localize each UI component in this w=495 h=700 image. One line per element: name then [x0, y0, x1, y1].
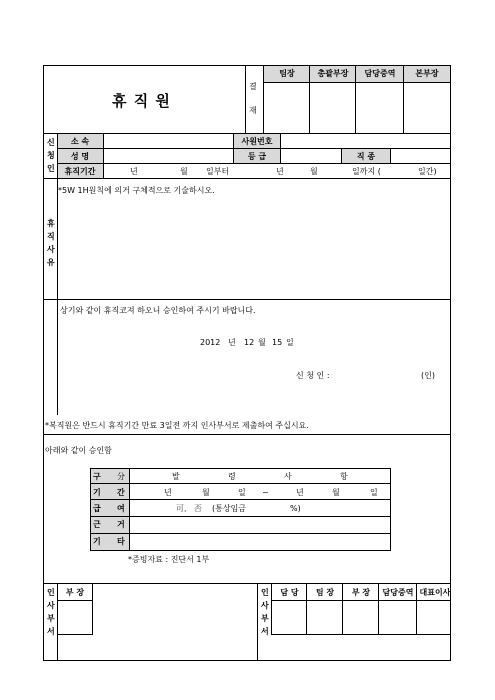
dept-label: 소 속 — [70, 137, 90, 146]
order-etc-label-1: 기 — [93, 537, 101, 546]
hr-right-sign-team-lead[interactable] — [307, 601, 343, 634]
applicant-side-label-1: 신 — [47, 138, 55, 147]
hr-left-sign[interactable] — [58, 601, 92, 634]
applicant-sign-field[interactable] — [344, 368, 416, 382]
seal-mark: (인) — [421, 371, 435, 380]
approval-sign-executive[interactable] — [356, 82, 404, 130]
request-date-year: 2012 — [200, 338, 221, 347]
position-label: 직 종 — [356, 152, 376, 161]
order-period-label-2: 간 — [117, 488, 125, 497]
hr-right-sign-ceo[interactable] — [417, 601, 453, 634]
period-month-1: 월 — [180, 167, 188, 176]
emp-no-label: 사원번호 — [241, 137, 273, 146]
name-label: 성 명 — [70, 152, 90, 161]
reason-note: *5W 1H원칙에 의거 구체적으로 기술하시오. — [58, 186, 215, 195]
applicant-side-label-2: 청 — [47, 151, 55, 160]
order-basis-field[interactable] — [130, 517, 390, 533]
return-note: *복직원은 반드시 휴직기간 만료 3일전 까지 인사부서로 제출하여 주십시요. — [45, 421, 309, 430]
hr-left-side-4: 서 — [47, 627, 55, 636]
hr-left-header: 부 장 — [65, 588, 85, 597]
emp-no-field[interactable] — [281, 134, 450, 149]
order-salary-percent: %) — [290, 504, 301, 513]
order-basis-label-1: 근 — [93, 520, 101, 529]
approval-sign-team-lead[interactable] — [264, 82, 310, 130]
order-etc-field[interactable] — [130, 534, 390, 550]
order-etc-label-2: 타 — [117, 537, 125, 546]
request-date-d: 일 — [286, 338, 294, 347]
hr-right-side-1: 인 — [261, 588, 269, 597]
approval-header-general-manager: 총괄부장 — [317, 69, 349, 78]
approval-header-division-head: 본부장 — [415, 69, 439, 78]
grade-label: 등 급 — [247, 152, 267, 161]
applicant-side-label-3: 인 — [47, 164, 55, 173]
order-salary-deny[interactable]: 否 — [194, 504, 202, 513]
period-label: 휴직기간 — [64, 167, 96, 176]
period-month-2: 월 — [310, 167, 318, 176]
order-salary-label-2: 여 — [117, 504, 125, 513]
approval-sign-general-manager[interactable] — [310, 82, 356, 130]
period-year-1: 년 — [130, 167, 138, 176]
order-head-right-2: 령 — [228, 472, 236, 481]
order-head-left-1: 구 — [93, 472, 101, 481]
applicant-sign-label: 신 청 인 : — [296, 371, 330, 380]
hr-right-sign-executive[interactable] — [379, 601, 417, 634]
order-period-label-1: 기 — [93, 488, 101, 497]
request-date-m: 월 — [258, 338, 266, 347]
reason-side-label-4: 유 — [47, 258, 55, 267]
order-period-m1: 월 — [202, 488, 210, 497]
order-basis-label-2: 거 — [117, 520, 125, 529]
request-text: 상기와 같이 휴직코져 하오니 승인하여 주시기 바랍니다. — [60, 306, 256, 315]
period-year-2: 년 — [276, 167, 284, 176]
order-period-y1: 년 — [164, 488, 172, 497]
hr-right-header-team-lead: 팀 장 — [315, 588, 335, 597]
request-date-y: 년 — [228, 338, 236, 347]
period-days: 일간) — [418, 167, 437, 176]
reason-side-label-1: 휴 — [47, 219, 55, 228]
order-head-right-3: 사 — [284, 472, 292, 481]
order-period-tilde: ~ — [262, 488, 269, 497]
position-field[interactable] — [391, 149, 450, 164]
order-head-right-4: 항 — [340, 472, 348, 481]
reason-side-label-3: 사 — [47, 245, 55, 254]
hr-right-header-ceo: 대표이사 — [419, 588, 451, 597]
dept-field[interactable] — [104, 134, 234, 149]
request-date-month: 12 — [244, 338, 255, 347]
reason-field[interactable] — [58, 198, 450, 298]
order-salary-approve[interactable]: 可, — [176, 504, 187, 513]
reason-side-label-2: 직 — [47, 232, 55, 241]
request-date-day: 15 — [272, 338, 283, 347]
order-period-d1: 일 — [238, 488, 246, 497]
order-period-m2: 월 — [332, 488, 340, 497]
grade-field[interactable] — [281, 149, 342, 164]
order-period-y2: 년 — [296, 488, 304, 497]
period-from: 일부터 — [206, 167, 230, 176]
order-salary-wage: (통상임금 — [212, 504, 247, 513]
approval-header-executive: 담당중역 — [364, 69, 396, 78]
hr-right-header-staff: 담 당 — [280, 588, 299, 597]
hr-left-side-2: 사 — [47, 601, 55, 610]
hr-right-side-4: 서 — [261, 627, 269, 636]
hr-right-side-3: 부 — [261, 614, 269, 623]
hr-right-sign-staff[interactable] — [272, 601, 307, 634]
hr-right-header-executive: 담당중역 — [382, 588, 414, 597]
approval-header-team-lead: 팀장 — [279, 69, 295, 78]
order-head-left-2: 分 — [117, 472, 125, 481]
evidence-note: *증빙자료 : 진단서 1부 — [128, 555, 210, 564]
form-title: 휴 직 원 — [112, 92, 171, 110]
approval-sign-division-head[interactable] — [404, 82, 450, 130]
name-field[interactable] — [104, 149, 234, 164]
approval-label-bottom: 재 — [249, 106, 257, 115]
order-salary-label-1: 급 — [93, 504, 101, 513]
period-until: 일까지 ( — [352, 167, 381, 176]
approval-intro: 아래와 같이 승인함 — [45, 446, 112, 455]
order-head-right-1: 발 — [172, 472, 180, 481]
order-period-d2: 일 — [370, 488, 378, 497]
hr-left-side-1: 인 — [47, 588, 55, 597]
hr-right-header-manager: 부 장 — [351, 588, 371, 597]
hr-right-side-2: 사 — [261, 601, 269, 610]
approval-label-top: 결 — [249, 82, 257, 91]
hr-left-side-3: 부 — [47, 614, 55, 623]
hr-right-sign-manager[interactable] — [343, 601, 379, 634]
